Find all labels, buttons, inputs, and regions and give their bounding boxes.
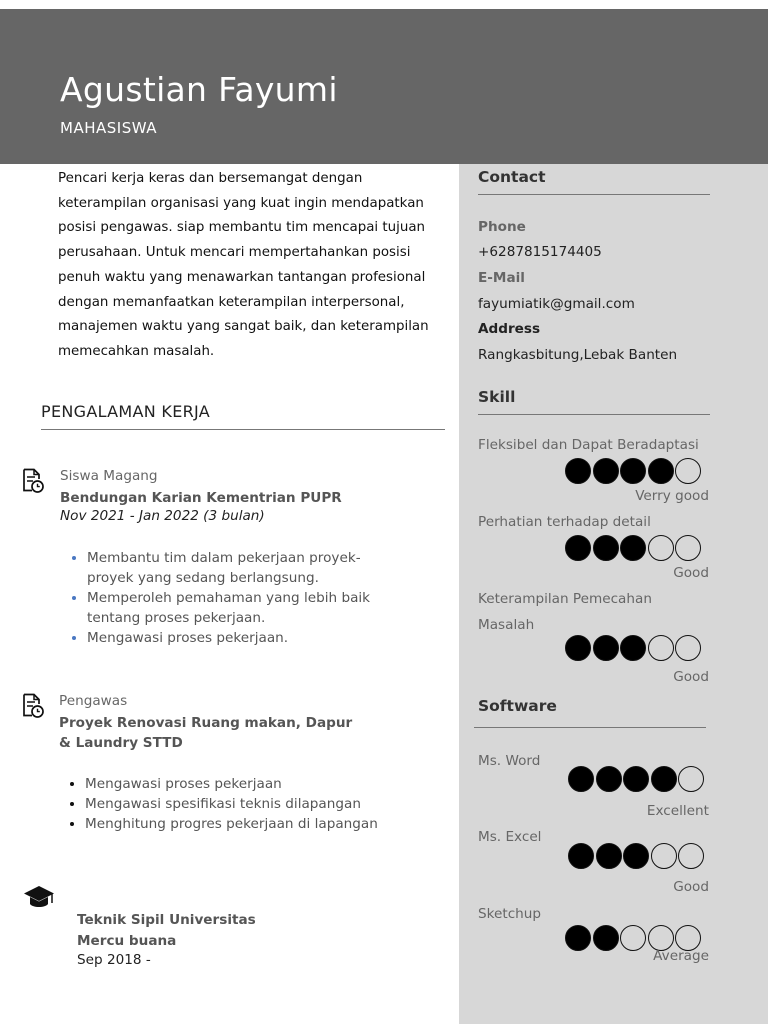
rating-dot-empty (675, 635, 701, 661)
software-title: Software (478, 697, 557, 715)
job-bullets (61, 548, 387, 648)
skill-level: Good (673, 565, 709, 581)
rating-dot-empty (675, 458, 701, 484)
rating-dot-filled (565, 535, 591, 561)
experience-divider (41, 429, 445, 430)
rating-dot-filled (565, 635, 591, 661)
job-role: Siswa Magang (60, 468, 158, 484)
rating-dot-empty (648, 635, 674, 661)
software-name: Ms. Word (478, 753, 541, 769)
rating-dot-filled (565, 458, 591, 484)
software-rating (568, 843, 706, 869)
document-clock-icon (21, 468, 45, 494)
software-level: Average (653, 948, 709, 964)
top-strip (0, 0, 768, 9)
skill-rating (565, 458, 703, 484)
rating-dot-empty (648, 535, 674, 561)
rating-dot-filled (593, 458, 619, 484)
rating-dot-filled (593, 925, 619, 951)
skill-rating (565, 535, 703, 561)
software-level: Excellent (646, 803, 709, 819)
rating-dot-empty (675, 535, 701, 561)
rating-dot-filled (565, 925, 591, 951)
job-role: Pengawas (59, 693, 128, 709)
list-item: • Mengawasi proses pekerjaan (85, 774, 385, 794)
phone-value: +6287815174405 (478, 244, 602, 260)
graduation-cap-icon (23, 885, 55, 911)
skill-divider (478, 414, 710, 415)
software-level: Good (673, 879, 709, 895)
rating-dot-filled (651, 766, 677, 792)
contact-divider (478, 194, 710, 195)
list-item: • Membantu tim dalam pekerjaan proyek-proyek yang sedang berlangsung. (87, 548, 387, 588)
rating-dot-empty (678, 766, 704, 792)
list-item: • Memperoleh pemahaman yang lebih baik tentang proses pekerjaan. (87, 588, 387, 628)
address-label: Address (478, 321, 541, 337)
software-rating (568, 766, 706, 792)
phone-label: Phone (478, 219, 526, 235)
software-name: Ms. Excel (478, 829, 542, 845)
skill-name: Fleksibel dan Dapat Beradaptasi (478, 437, 699, 453)
list-item: • Mengawasi proses pekerjaan. (87, 628, 387, 648)
skill-title: Skill (478, 388, 516, 406)
job-date: Nov 2021 - Jan 2022 (3 bulan) (60, 508, 265, 524)
rating-dot-filled (623, 843, 649, 869)
rating-dot-filled (568, 843, 594, 869)
address-value: Rangkasbitung,Lebak Banten (478, 347, 678, 363)
experience-title: PENGALAMAN KERJA (41, 402, 211, 421)
software-divider (474, 727, 706, 728)
email-value: fayumiatik@gmail.com (478, 296, 635, 312)
rating-dot-filled (623, 766, 649, 792)
job-company: Bendungan Karian Kementrian PUPR (60, 490, 342, 506)
job-bullets (59, 774, 385, 834)
rating-dot-empty (678, 843, 704, 869)
skill-name: Keterampilan Pemecahan Masalah (478, 591, 652, 633)
list-item: • Menghitung progres pekerjaan di lapangan (85, 814, 385, 834)
rating-dot-filled (596, 766, 622, 792)
rating-dot-filled (593, 635, 619, 661)
rating-dot-filled (648, 458, 674, 484)
skill-level: Good (673, 669, 709, 685)
rating-dot-empty (620, 925, 646, 951)
rating-dot-filled (596, 843, 622, 869)
rating-dot-filled (620, 535, 646, 561)
skill-level: Verry good (635, 488, 709, 504)
job-company: Proyek Renovasi Ruang makan, Dapur & Laundry STTD (59, 715, 353, 751)
profile-summary: Pencari kerja keras dan bersemangat dengan keterampilan organisasi yang kuat ingin mendapatkan posisi pengawas. siap membantu tim mencapai tujuan perusahaan. Untuk mencari mempertahankan posisi penuh waktu yang menawarkan tantangan profesional dengan memanfaatkan keterampilan interpersonal, manajemen waktu yang sangat baik, dan keterampilan memecahkan masalah. (58, 171, 429, 359)
education-date: Sep 2018 - (77, 952, 151, 968)
document-clock-icon (21, 693, 45, 719)
skill-rating (565, 635, 703, 661)
rating-dot-filled (620, 635, 646, 661)
skill-name: Perhatian terhadap detail (478, 514, 651, 530)
rating-dot-filled (620, 458, 646, 484)
email-label: E-Mail (478, 270, 525, 286)
rating-dot-filled (593, 535, 619, 561)
list-item: • Mengawasi spesifikasi teknis dilapangan (85, 794, 385, 814)
candidate-name: Agustian Fayumi (60, 70, 338, 109)
rating-dot-filled (568, 766, 594, 792)
candidate-role: MAHASISWA (60, 119, 157, 137)
software-name: Sketchup (478, 906, 542, 922)
rating-dot-empty (651, 843, 677, 869)
contact-title: Contact (478, 168, 546, 186)
education-school: Teknik Sipil Universitas Mercu buana (77, 912, 256, 949)
